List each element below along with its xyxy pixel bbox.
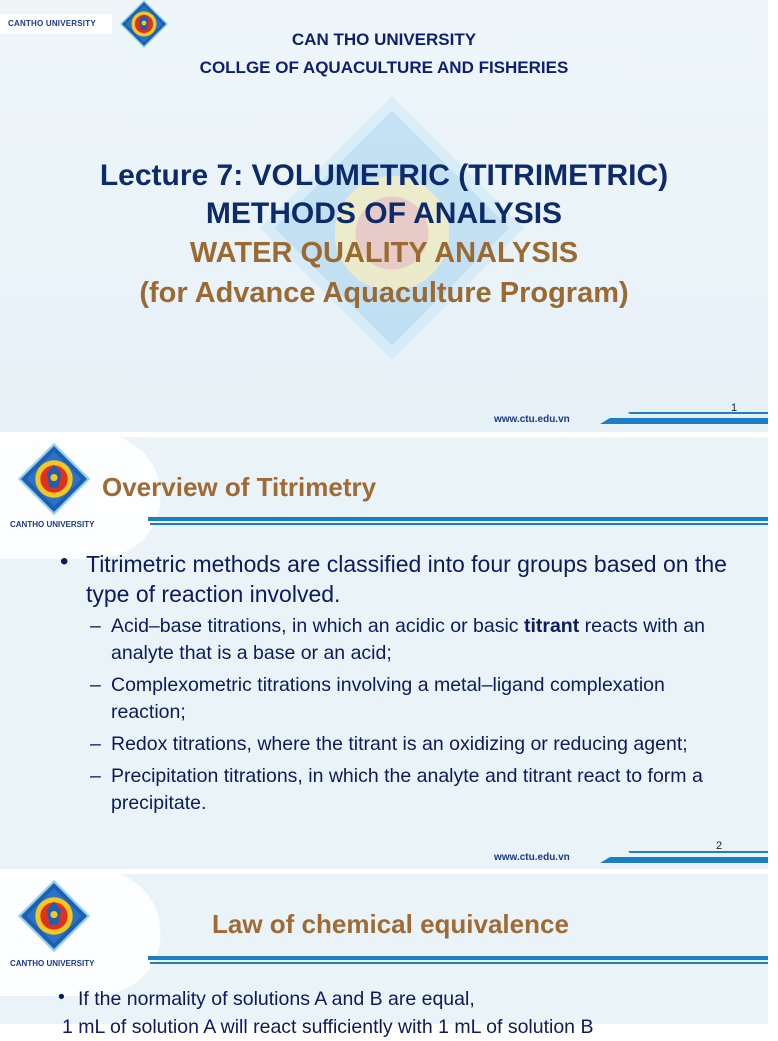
bullet-dot-icon: • [60, 548, 69, 575]
main-bullet: • Titrimetric methods are classified into four groups based on the type of reaction involved. [60, 548, 727, 607]
sub-bullet: – Complexometric titrations involving a metal–ligand complexation reaction; [90, 674, 665, 723]
footer-url: www.ctu.edu.vn [494, 852, 570, 863]
lecture-subtitle-line-1: WATER QUALITY ANALYSIS [189, 237, 579, 269]
lecture-title-line-2: METHODS OF ANALYSIS [205, 197, 563, 230]
banner-university-name: CANTHO UNIVERSITY [8, 19, 96, 28]
main-bullet: • If the normality of solutions A and B are equal, [58, 986, 475, 1010]
university-name: CAN THO UNIVERSITY [291, 30, 477, 49]
panel-university-name: CANTHO UNIVERSITY [10, 959, 95, 968]
dash-icon: – [90, 674, 101, 696]
sub-bullet: – Redox titrations, where the titrant is an oxidizing or reducing agent; [60, 731, 740, 758]
bullet-dot-icon: • [58, 986, 65, 1008]
dash-icon: – [90, 765, 101, 787]
bullet-continuation: 1 mL of solution A will react sufficiently with 1 mL of solution B [62, 1016, 594, 1038]
page-number: 1 [731, 402, 738, 414]
footer-url: www.ctu.edu.vn [494, 414, 570, 425]
slide-title: Overview of Titrimetry [102, 472, 377, 502]
footer-bar [600, 410, 768, 426]
footer-bar [600, 849, 768, 865]
page-number: 2 [716, 840, 723, 852]
slide-1 [0, 0, 768, 432]
slide-title: Law of chemical equivalence [212, 909, 569, 939]
lecture-title-line-1: Lecture 7: VOLUMETRIC (TITRIMETRIC) [99, 159, 669, 192]
college-name: COLLGE OF AQUACULTURE AND FISHERIES [199, 58, 569, 77]
title-underline-bar [0, 517, 768, 529]
sub-bullet: – Acid–base titrations, in which an acidic or basic titrant reacts with an analyte that is a base or an acid; [90, 615, 705, 664]
lecture-subtitle-line-2: (for Advance Aquaculture Program) [139, 277, 629, 309]
dash-icon: – [90, 733, 101, 755]
side-logo-panel [0, 874, 170, 999]
sub-bullet: – Precipitation titrations, in which the analyte and titrant react to form a precipitate. [90, 765, 703, 814]
slide-2 [0, 437, 768, 869]
dash-icon: – [90, 615, 101, 637]
bullet-list [60, 549, 740, 822]
slide-3 [0, 874, 768, 1038]
panel-university-name: CANTHO UNIVERSITY [10, 520, 95, 529]
title-underline-bar [0, 956, 768, 968]
